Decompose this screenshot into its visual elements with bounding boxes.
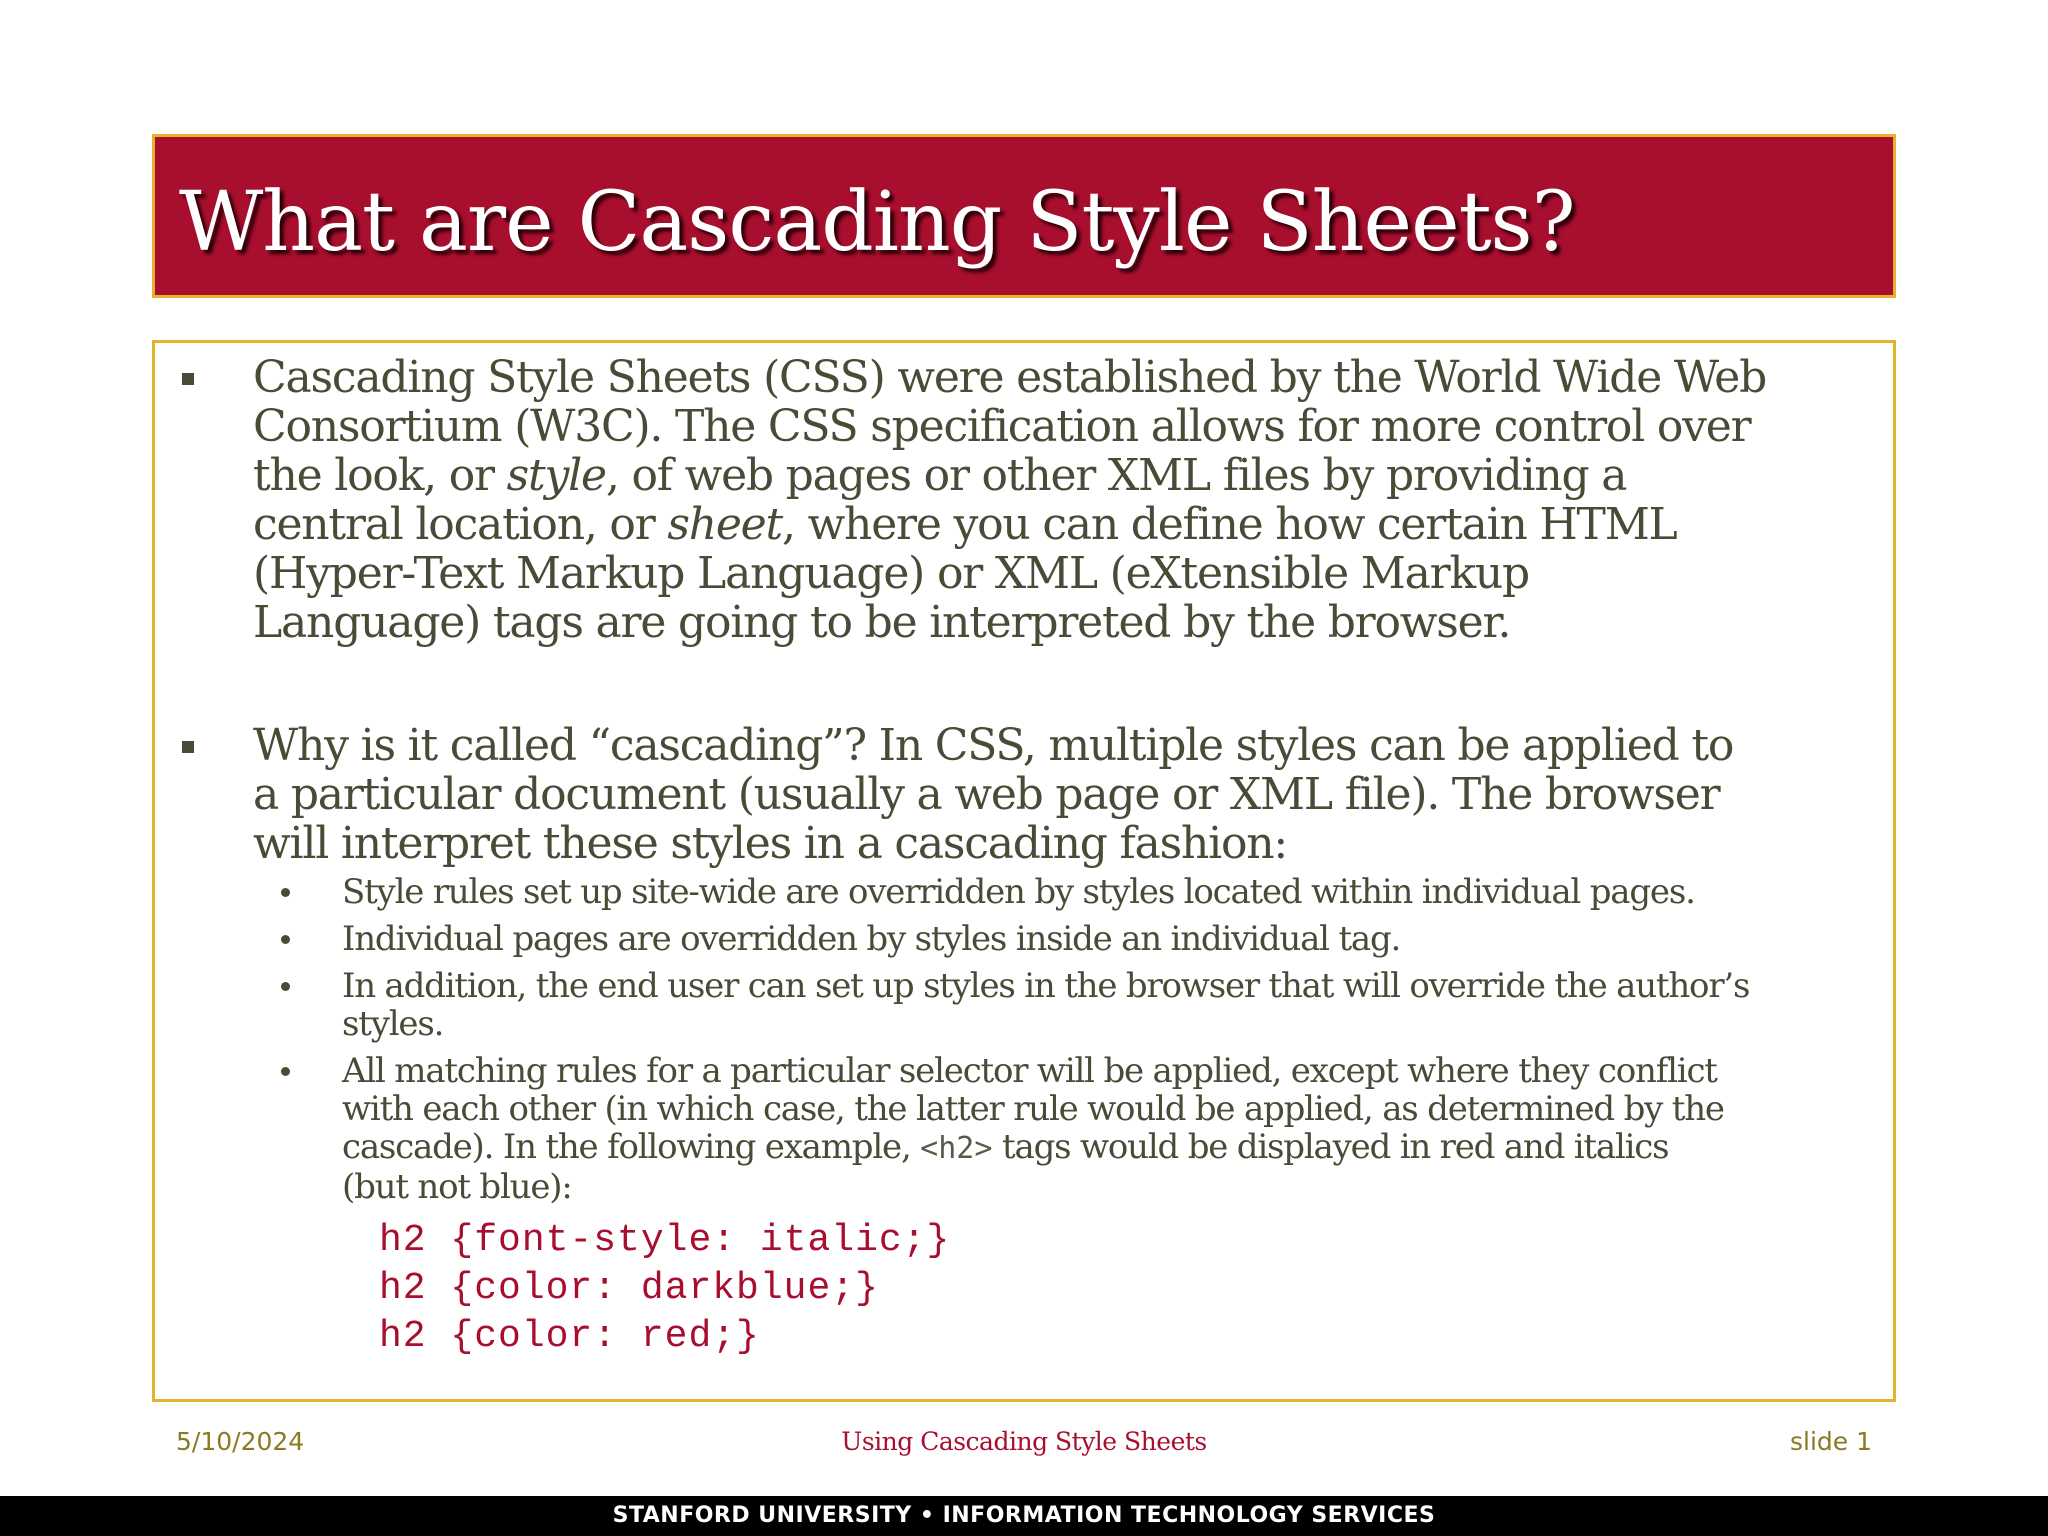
- text-line: will interpret these styles in a cascading fashion:: [253, 818, 1288, 869]
- emphasis-text: style: [506, 450, 606, 501]
- emphasis-text: sheet: [667, 499, 783, 550]
- text-line: Language) tags are going to be interpreted by the browser.: [253, 597, 1511, 648]
- round-bullet-icon: [281, 888, 290, 897]
- slide-number: slide 1: [1789, 1427, 1872, 1456]
- round-bullet-icon: [281, 1067, 290, 1076]
- slide-title: What are Cascading Style Sheets?: [179, 175, 1575, 270]
- title-bar: [152, 134, 1896, 298]
- text-line: the look, or style, of web pages or other XML files by providing a: [253, 450, 1627, 501]
- text-line: Individual pages are overridden by styles inside an individual tag.: [342, 919, 1401, 959]
- text-line: central location, or sheet, where you can define how certain HTML: [253, 499, 1677, 550]
- text-line: cascade). In the following example, <h2> tags would be displayed in red and italics: [342, 1127, 1669, 1167]
- content-box: [152, 340, 1896, 1402]
- text-line: (but not blue):: [342, 1167, 572, 1207]
- footer-date: 5/10/2024: [176, 1427, 305, 1456]
- bullet-text: [253, 353, 1893, 647]
- text-line: Style rules set up site-wide are overridden by styles located within individual pages.: [342, 872, 1695, 912]
- code-line: h2 {font-style: italic;}: [379, 1219, 951, 1262]
- text-line: Cascading Style Sheets (CSS) were established by the World Wide Web: [253, 352, 1767, 403]
- footer-title: Using Cascading Style Sheets: [841, 1427, 1207, 1456]
- institution-banner: STANFORD UNIVERSITY • INFORMATION TECHNOLOGY SERVICES: [0, 1496, 2048, 1536]
- bullet-text: [253, 721, 1893, 868]
- text-line: In addition, the end user can set up styles in the browser that will override the author’s: [342, 966, 1750, 1006]
- sub-bullet-text: [342, 920, 1882, 958]
- code-line: h2 {color: red;}: [379, 1315, 760, 1358]
- text-line: Consortium (W3C). The CSS specification allows for more control over: [253, 401, 1751, 452]
- sub-bullet-text: [342, 1052, 1882, 1206]
- square-bullet-icon: [182, 373, 194, 385]
- text-line: (Hyper-Text Markup Language) or XML (eXtensible Markup: [253, 548, 1530, 599]
- code-line: h2 {color: darkblue;}: [379, 1267, 879, 1310]
- sub-bullet-text: [342, 873, 1882, 911]
- text-line: All matching rules for a particular selector will be applied, except where they conflict: [342, 1051, 1717, 1091]
- round-bullet-icon: [281, 982, 290, 991]
- code-example: [379, 1217, 950, 1361]
- text-line: with each other (in which case, the latter rule would be applied, as determined by the: [342, 1089, 1724, 1129]
- square-bullet-icon: [182, 741, 194, 753]
- text-line: styles.: [342, 1004, 444, 1044]
- inline-code: <h2>: [920, 1131, 993, 1166]
- text-line: a particular document (usually a web page or XML file). The browser: [253, 769, 1720, 820]
- text-line: Why is it called “cascading”? In CSS, multiple styles can be applied to: [253, 720, 1734, 771]
- sub-bullet-text: [342, 967, 1882, 1043]
- round-bullet-icon: [281, 935, 290, 944]
